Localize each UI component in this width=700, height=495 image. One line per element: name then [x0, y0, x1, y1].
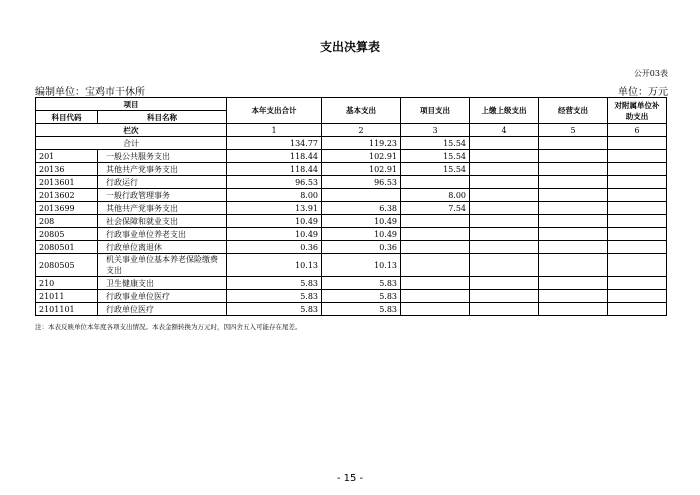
total-amount: 13.91	[227, 202, 322, 215]
upper-amount	[470, 303, 539, 316]
business-amount	[539, 228, 608, 241]
total-amount: 96.53	[227, 176, 322, 189]
total-label: 合计	[36, 137, 227, 150]
row-code: 2080501	[36, 241, 98, 254]
basic-amount: 5.83	[322, 290, 401, 303]
row-code: 210	[36, 277, 98, 290]
row-name: 行政单位离退休	[98, 241, 227, 254]
project-amount	[401, 215, 470, 228]
subsidy-amount	[608, 202, 667, 215]
row-name: 行政运行	[98, 176, 227, 189]
project-amount: 8.00	[401, 189, 470, 202]
upper-amount	[470, 202, 539, 215]
row-name: 机关事业单位基本养老保险缴费支出	[98, 254, 227, 277]
row-name: 行政事业单位医疗	[98, 290, 227, 303]
subsidy-amount	[608, 137, 667, 150]
table-row	[36, 202, 667, 215]
business-amount	[539, 290, 608, 303]
row-code: 2013699	[36, 202, 98, 215]
project-amount: 15.54	[401, 163, 470, 176]
page-title: 支出决算表	[319, 40, 380, 54]
project-amount	[401, 303, 470, 316]
business-amount	[539, 277, 608, 290]
basic-amount: 102.91	[322, 150, 401, 163]
subsidy-amount	[608, 176, 667, 189]
subsidy-amount	[608, 303, 667, 316]
header-upper: 上缴上级支出	[470, 98, 539, 124]
row-code: 2013601	[36, 176, 98, 189]
business-amount	[539, 241, 608, 254]
subsidy-amount	[608, 150, 667, 163]
row-name: 一般行政管理事务	[98, 189, 227, 202]
currency-unit: 单位：万元	[618, 87, 668, 98]
basic-amount: 119.23	[322, 137, 401, 150]
col-number: 4	[470, 124, 539, 137]
basic-amount: 0.36	[322, 241, 401, 254]
total-amount: 10.49	[227, 215, 322, 228]
basic-amount: 96.53	[322, 176, 401, 189]
header-business: 经营支出	[539, 98, 608, 124]
business-amount	[539, 137, 608, 150]
total-amount: 0.36	[227, 241, 322, 254]
basic-amount: 10.13	[322, 254, 401, 277]
row-name: 行政单位医疗	[98, 303, 227, 316]
row-code: 21011	[36, 290, 98, 303]
upper-amount	[470, 228, 539, 241]
basic-amount: 5.83	[322, 277, 401, 290]
row-code: 2101101	[36, 303, 98, 316]
table-row	[36, 290, 667, 303]
basic-amount	[322, 189, 401, 202]
project-amount	[401, 277, 470, 290]
total-amount: 134.77	[227, 137, 322, 150]
subsidy-amount	[608, 241, 667, 254]
total-amount: 5.83	[227, 290, 322, 303]
basic-amount: 102.91	[322, 163, 401, 176]
reporting-unit: 编制单位：宝鸡市干休所	[35, 87, 145, 98]
table-row	[36, 277, 667, 290]
business-amount	[539, 254, 608, 277]
page-number: - 15 -	[336, 473, 364, 484]
form-id: 公开03表	[633, 69, 668, 78]
upper-amount	[470, 137, 539, 150]
row-code: 2080505	[36, 254, 98, 277]
table-row	[36, 176, 667, 189]
col-number: 3	[401, 124, 470, 137]
total-amount: 10.13	[227, 254, 322, 277]
table-row	[36, 303, 667, 316]
project-amount	[401, 290, 470, 303]
table-row	[36, 228, 667, 241]
col-number: 5	[539, 124, 608, 137]
project-amount	[401, 176, 470, 189]
subsidy-amount	[608, 215, 667, 228]
row-code: 20805	[36, 228, 98, 241]
table-row	[36, 189, 667, 202]
project-amount	[401, 228, 470, 241]
upper-amount	[470, 277, 539, 290]
header-name: 科目名称	[98, 111, 227, 124]
business-amount	[539, 202, 608, 215]
upper-amount	[470, 254, 539, 277]
basic-amount: 6.38	[322, 202, 401, 215]
header-item: 项目	[36, 98, 227, 111]
row-name: 社会保障和就业支出	[98, 215, 227, 228]
upper-amount	[470, 290, 539, 303]
project-amount	[401, 254, 470, 277]
header-subsidy: 对附属单位补助支出	[608, 98, 667, 124]
row-code: 2013602	[36, 189, 98, 202]
subsidy-amount	[608, 189, 667, 202]
project-amount: 7.54	[401, 202, 470, 215]
footnote: 注：本表反映单位本年度各项支出情况。本表金额转换为万元时，因四舍五入可能存在尾差。	[35, 323, 302, 331]
table-row	[36, 241, 667, 254]
basic-amount: 10.49	[322, 215, 401, 228]
project-amount	[401, 241, 470, 254]
project-amount: 15.54	[401, 150, 470, 163]
col-number: 6	[608, 124, 667, 137]
row-code: 201	[36, 150, 98, 163]
col-number: 1	[227, 124, 322, 137]
row-name: 卫生健康支出	[98, 277, 227, 290]
total-amount: 118.44	[227, 150, 322, 163]
business-amount	[539, 176, 608, 189]
project-amount: 15.54	[401, 137, 470, 150]
business-amount	[539, 163, 608, 176]
header-project: 项目支出	[401, 98, 470, 124]
upper-amount	[470, 189, 539, 202]
subsidy-amount	[608, 228, 667, 241]
table-row	[36, 163, 667, 176]
row-name: 行政事业单位养老支出	[98, 228, 227, 241]
table-row	[36, 150, 667, 163]
subsidy-amount	[608, 277, 667, 290]
row-code: 208	[36, 215, 98, 228]
total-amount: 5.83	[227, 277, 322, 290]
basic-amount: 10.49	[322, 228, 401, 241]
subsidy-amount	[608, 163, 667, 176]
header-code: 科目代码	[36, 111, 98, 124]
business-amount	[539, 189, 608, 202]
total-amount: 118.44	[227, 163, 322, 176]
upper-amount	[470, 215, 539, 228]
row-code: 20136	[36, 163, 98, 176]
col-number: 2	[322, 124, 401, 137]
total-row	[36, 137, 667, 150]
subsidy-amount	[608, 254, 667, 277]
upper-amount	[470, 163, 539, 176]
total-amount: 8.00	[227, 189, 322, 202]
business-amount	[539, 150, 608, 163]
business-amount	[539, 215, 608, 228]
total-amount: 10.49	[227, 228, 322, 241]
total-amount: 5.83	[227, 303, 322, 316]
header-col-index: 栏次	[36, 124, 227, 137]
row-name: 其他共产党事务支出	[98, 202, 227, 215]
upper-amount	[470, 241, 539, 254]
header-basic: 基本支出	[322, 98, 401, 124]
upper-amount	[470, 150, 539, 163]
subsidy-amount	[608, 290, 667, 303]
table-row	[36, 215, 667, 228]
table-row	[36, 254, 667, 277]
business-amount	[539, 303, 608, 316]
row-name: 其他共产党事务支出	[98, 163, 227, 176]
upper-amount	[470, 176, 539, 189]
basic-amount: 5.83	[322, 303, 401, 316]
header-total: 本年支出合计	[227, 98, 322, 124]
row-name: 一般公共服务支出	[98, 150, 227, 163]
expenditure-table	[35, 97, 667, 316]
